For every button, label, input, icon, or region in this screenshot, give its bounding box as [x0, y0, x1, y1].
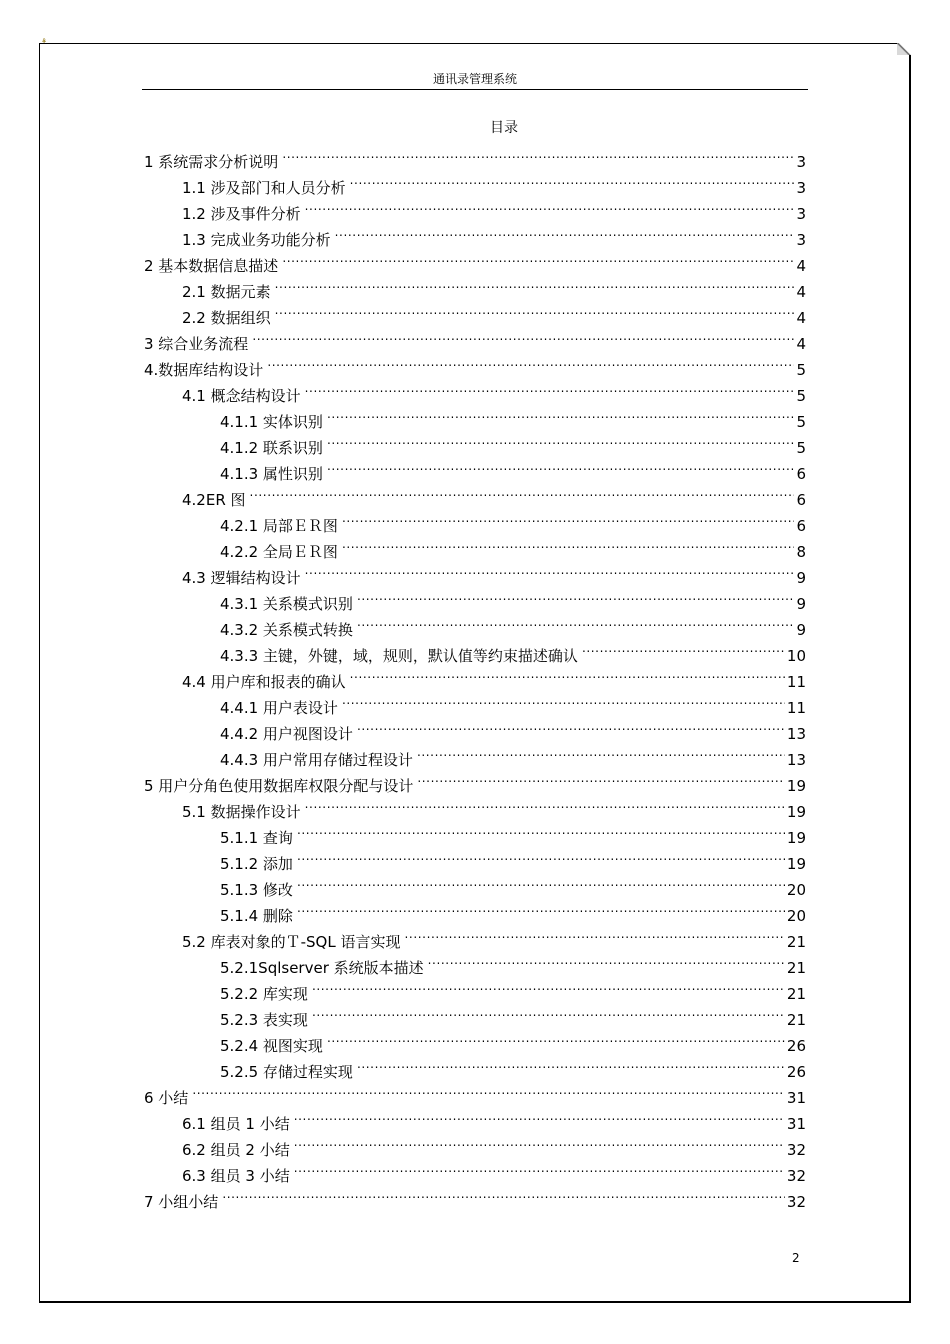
toc-entry-page: 31 [786, 1115, 806, 1133]
toc-dot-leader [350, 661, 785, 687]
toc-dot-leader [582, 635, 785, 661]
toc-entry-label: 4.4.3 用户常用存储过程设计 [220, 751, 413, 769]
toc-entry-page: 4 [796, 257, 806, 275]
toc-entry-label: 5.2.5 存储过程实现 [220, 1063, 353, 1081]
toc-dot-leader [327, 1025, 785, 1051]
toc-entry-label: 5 用户分角色使用数据库权限分配与设计 [144, 777, 414, 795]
toc-entry-page: 19 [786, 855, 806, 873]
toc-dot-leader [350, 167, 795, 193]
toc-dot-leader [335, 219, 795, 245]
toc-entry-label: 5.2.4 视图实现 [220, 1037, 323, 1055]
toc-dot-leader [342, 687, 785, 713]
toc-dot-leader [294, 1103, 785, 1129]
page-number: 2 [792, 1251, 800, 1265]
toc-entry-page: 19 [786, 777, 806, 795]
toc-entry-page: 21 [786, 1011, 806, 1029]
toc-dot-leader [305, 791, 785, 817]
toc-entry-label: 6.1 组员 1 小结 [182, 1115, 290, 1133]
toc-entry[interactable] [144, 1181, 806, 1211]
toc-entry-label: 4.4.1 用户表设计 [220, 699, 338, 717]
page-corner-fold-icon [897, 43, 911, 55]
toc-dot-leader [282, 141, 794, 167]
toc-entry-page: 6 [796, 517, 806, 535]
toc-entry-label: 1.3 完成业务功能分析 [182, 231, 331, 249]
toc-dot-leader [327, 453, 795, 479]
toc-entry-label: 7 小组小结 [144, 1193, 219, 1211]
toc-entry-page: 4 [796, 335, 806, 353]
toc-entry-page: 19 [786, 829, 806, 847]
toc-entry-label: 5.2.1Sqlserver 系统版本描述 [220, 959, 424, 977]
toc-entry-page: 4 [796, 283, 806, 301]
toc-entry-label: 5.2.2 库实现 [220, 985, 308, 1003]
toc-entry-page: 5 [796, 387, 806, 405]
toc-entry-label: 5.2 库表对象的Ｔ-SQL 语言实现 [182, 933, 401, 951]
toc-entry-label: 4.1.3 属性识别 [220, 465, 323, 483]
toc-entry-label: 4.3.2 关系模式转换 [220, 621, 353, 639]
toc-entry-page: 13 [786, 751, 806, 769]
toc-entry-label: 1.2 涉及事件分析 [182, 205, 301, 223]
toc-entry-page: 32 [786, 1193, 806, 1211]
toc-dot-leader [297, 869, 785, 895]
toc-entry-page: 21 [786, 985, 806, 1003]
toc-entry-label: 5.1 数据操作设计 [182, 803, 301, 821]
toc-dot-leader [357, 713, 785, 739]
toc-entry-page: 3 [796, 179, 806, 197]
toc-entry-page: 11 [786, 699, 806, 717]
toc-entry-page: 4 [796, 309, 806, 327]
toc-entry-page: 5 [796, 413, 806, 431]
toc-entry[interactable] [144, 1103, 806, 1133]
toc-entry-page: 20 [786, 881, 806, 899]
toc-dot-leader [275, 271, 795, 297]
toc-entry-label: 4.1.2 联系识别 [220, 439, 323, 457]
toc-entry-page: 6 [796, 465, 806, 483]
toc-entry-label: 3 综合业务流程 [144, 335, 249, 353]
toc-entry-page: 19 [786, 803, 806, 821]
toc-entry-page: 21 [786, 933, 806, 951]
toc-entry-label: 4.3 逻辑结构设计 [182, 569, 301, 587]
toc-dot-leader [252, 323, 794, 349]
toc-entry-page: 9 [796, 621, 806, 639]
toc-dot-leader [294, 1155, 785, 1181]
toc-entry[interactable] [144, 1077, 806, 1107]
toc-entry-page: 9 [796, 569, 806, 587]
toc-dot-leader [297, 895, 785, 921]
toc-entry-label: 1 系统需求分析说明 [144, 153, 279, 171]
toc-entry[interactable] [144, 141, 806, 171]
toc-entry-page: 10 [786, 647, 806, 665]
toc-entry-page: 8 [796, 543, 806, 561]
toc-entry-label: 6 小结 [144, 1089, 189, 1107]
toc-entry-page: 3 [796, 205, 806, 223]
toc-entry-label: 4.数据库结构设计 [144, 361, 264, 379]
toc-entry-page: 26 [786, 1063, 806, 1081]
toc-dot-leader [297, 843, 785, 869]
toc-entry-label: 4.2ER 图 [182, 491, 246, 509]
toc-entry-page: 21 [786, 959, 806, 977]
toc-dot-leader [342, 505, 795, 531]
toc-dot-leader [305, 193, 795, 219]
toc-entry-label: 2.1 数据元素 [182, 283, 271, 301]
toc-dot-leader [305, 375, 795, 401]
toc-entry-label: 5.1.4 删除 [220, 907, 293, 925]
toc-entry-label: 4.4.2 用户视图设计 [220, 725, 353, 743]
toc-title: 目录 [490, 120, 518, 136]
toc-dot-leader [342, 531, 795, 557]
toc-entry-label: 5.2.3 表实现 [220, 1011, 308, 1029]
toc-entry-label: 4.3.3 主键，外键，域，规则，默认值等约束描述确认 [220, 647, 578, 665]
toc-dot-leader [327, 401, 795, 427]
page-header: 通讯录管理系统 [142, 71, 808, 90]
toc-entry-label: 6.3 组员 3 小结 [182, 1167, 290, 1185]
toc-dot-leader [357, 1051, 785, 1077]
toc-dot-leader [312, 999, 785, 1025]
toc-dot-leader [417, 739, 785, 765]
toc-entry-label: 4.1 概念结构设计 [182, 387, 301, 405]
toc-entry-page: 20 [786, 907, 806, 925]
toc-entry-page: 9 [796, 595, 806, 613]
toc-dot-leader [267, 349, 794, 375]
toc-dot-leader [357, 583, 795, 609]
toc-entry-page: 31 [786, 1089, 806, 1107]
toc-dot-leader [250, 479, 795, 505]
toc-entry-page: 32 [786, 1167, 806, 1185]
toc-entry-page: 6 [796, 491, 806, 509]
toc-dot-leader [282, 245, 794, 271]
toc-entry-label: 2.2 数据组织 [182, 309, 271, 327]
toc-entry-label: 4.2.1 局部ＥＲ图 [220, 517, 338, 535]
toc-entry-page: 3 [796, 153, 806, 171]
toc-entry-page: 3 [796, 231, 806, 249]
toc-entry-page: 11 [786, 673, 806, 691]
toc-entry-page: 5 [796, 439, 806, 457]
toc-entry-label: 4.3.1 关系模式识别 [220, 595, 353, 613]
toc-entry-label: 2 基本数据信息描述 [144, 257, 279, 275]
toc-entry-label: 4.4 用户库和报表的确认 [182, 673, 346, 691]
toc-dot-leader [417, 765, 785, 791]
toc-dot-leader [192, 1077, 785, 1103]
toc-entry-label: 4.2.2 全局ＥＲ图 [220, 543, 338, 561]
toc-dot-leader [275, 297, 795, 323]
toc-entry-label: 5.1.1 查询 [220, 829, 293, 847]
toc-entry-label: 5.1.3 修改 [220, 881, 293, 899]
toc-entry-page: 13 [786, 725, 806, 743]
toc-dot-leader [327, 427, 795, 453]
toc-dot-leader [357, 609, 795, 635]
toc-dot-leader [405, 921, 785, 947]
toc-dot-leader [305, 557, 795, 583]
toc-entry-label: 6.2 组员 2 小结 [182, 1141, 290, 1159]
toc-dot-leader [312, 973, 785, 999]
toc-dot-leader [222, 1181, 785, 1207]
toc-entry-label: 1.1 涉及部门和人员分析 [182, 179, 346, 197]
toc-entry-page: 32 [786, 1141, 806, 1159]
toc-entry-label: 5.1.2 添加 [220, 855, 293, 873]
toc-entry-label: 4.1.1 实体识别 [220, 413, 323, 431]
toc-entry-page: 5 [796, 361, 806, 379]
toc-dot-leader [297, 817, 785, 843]
toc-dot-leader [294, 1129, 785, 1155]
table-of-contents [144, 141, 806, 1211]
toc-dot-leader [428, 947, 785, 973]
toc-entry-page: 26 [786, 1037, 806, 1055]
